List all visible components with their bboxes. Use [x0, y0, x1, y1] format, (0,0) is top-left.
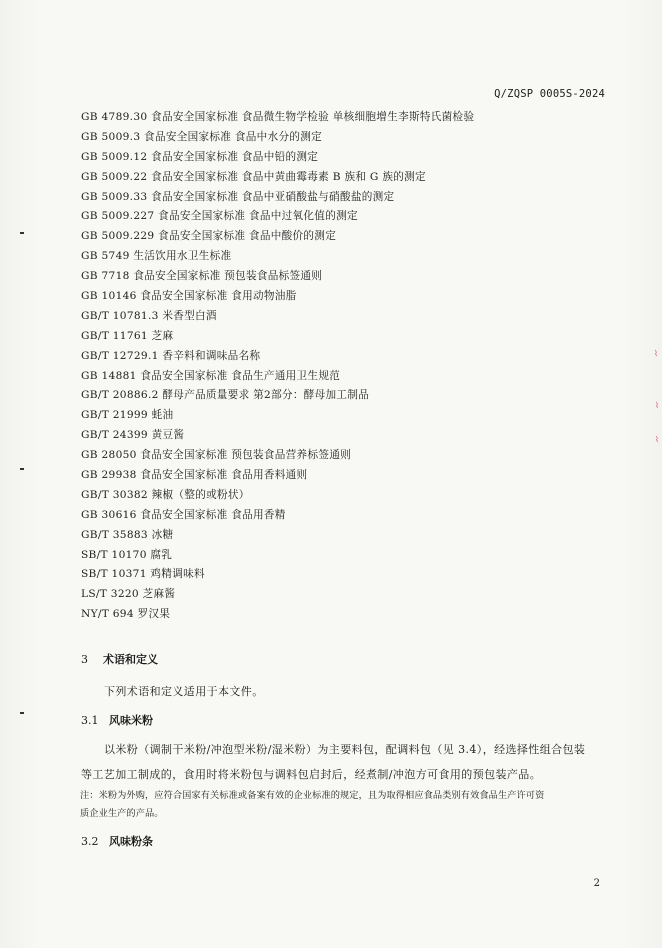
reference-item: LS/T 3220 芝麻酱	[81, 588, 176, 601]
section-title: 术语和定义	[103, 653, 158, 666]
term-title: 风味米粉	[109, 714, 153, 727]
reference-item: GB/T 35883 冰糖	[81, 528, 174, 541]
reference-item: GB 30616 食品安全国家标准 食品用香精	[81, 508, 286, 521]
section-3-intro: 下列术语和定义适用于本文件。	[104, 685, 264, 698]
binding-hole-mark	[20, 232, 24, 234]
reference-item: GB 10146 食品安全国家标准 食用动物油脂	[81, 290, 297, 303]
reference-item: GB 28050 食品安全国家标准 预包装食品营养标签通则	[81, 449, 352, 462]
reference-item: GB 4789.30 食品安全国家标准 食品微生物学检验 单核细胞增生李斯特氏菌检验	[81, 111, 475, 123]
binding-hole-mark	[20, 468, 24, 470]
reference-item: GB 5009.33 食品安全国家标准 食品中亚硝酸盐与硝酸盐的测定	[81, 190, 395, 203]
term-title: 风味粉条	[109, 835, 153, 848]
term-3-1-definition-line-2: 等工艺加工制成的，食用时将米粉包与调料包启封后，经煮制/冲泡方可食用的预包装产品。	[81, 768, 542, 781]
term-3-1-note-line-1: 注：米粉为外购，应符合国家有关标准或备案有效的企业标准的规定，且为取得相应食品类别有效食品生产许可资	[80, 790, 545, 801]
page-number: 2	[593, 878, 600, 889]
reference-item: GB 5009.12 食品安全国家标准 食品中铅的测定	[81, 150, 319, 163]
section-3-heading	[81, 651, 158, 667]
term-number: 3.2	[81, 835, 99, 848]
term-3-1-heading	[81, 712, 153, 728]
reference-item: GB 5009.3 食品安全国家标准 食品中水分的测定	[81, 130, 323, 143]
reference-item: SB/T 10170 腐乳	[81, 548, 173, 561]
reference-item: NY/T 694 罗汉果	[81, 608, 171, 621]
reference-item: GB/T 24399 黄豆酱	[81, 429, 185, 442]
reference-item: GB 14881 食品安全国家标准 食品生产通用卫生规范	[81, 369, 341, 382]
seal-fragment-icon: ⌇	[655, 435, 659, 444]
reference-item: GB 5009.229 食品安全国家标准 食品中酸价的测定	[81, 230, 337, 243]
seal-fragment-icon: ⌇	[655, 401, 659, 410]
reference-item: GB 7718 食品安全国家标准 预包装食品标签通则	[81, 270, 323, 283]
reference-item: GB 5009.22 食品安全国家标准 食品中黄曲霉毒素 B 族和 G 族的测定	[81, 170, 426, 183]
reference-item: GB/T 21999 蚝油	[81, 409, 174, 422]
seal-fragment-icon: ⌇	[654, 349, 658, 358]
reference-item: GB 29938 食品安全国家标准 食品用香料通则	[81, 469, 308, 482]
reference-item: GB 5749 生活饮用水卫生标准	[81, 250, 232, 263]
reference-item: SB/T 10371 鸡精调味料	[81, 568, 205, 581]
binding-hole-mark	[20, 712, 24, 714]
section-number: 3	[81, 653, 88, 666]
reference-item: GB/T 11761 芝麻	[81, 329, 174, 342]
reference-item: GB/T 10781.3 米香型白酒	[81, 309, 217, 322]
term-number: 3.1	[81, 714, 99, 727]
term-3-1-note-line-2: 质企业生产的产品。	[80, 808, 164, 819]
reference-item: GB/T 12729.1 香辛料和调味品名称	[81, 349, 261, 362]
document-code: Q/ZQSP 0005S-2024	[494, 88, 605, 100]
term-3-1-definition-line-1: 以米粉（调制干米粉/冲泡型米粉/湿米粉）为主要料包，配调料包（见 3.4），经选择性组合包装	[104, 743, 586, 756]
reference-item: GB 5009.227 食品安全国家标准 食品中过氧化值的测定	[81, 210, 358, 223]
reference-item: GB/T 30382 辣椒（整的或粉状）	[81, 488, 250, 501]
term-3-2-heading	[81, 833, 153, 849]
reference-item: GB/T 20886.2 酵母产品质量要求 第2部分：酵母加工制品	[81, 389, 370, 402]
normative-references-list	[81, 108, 474, 625]
